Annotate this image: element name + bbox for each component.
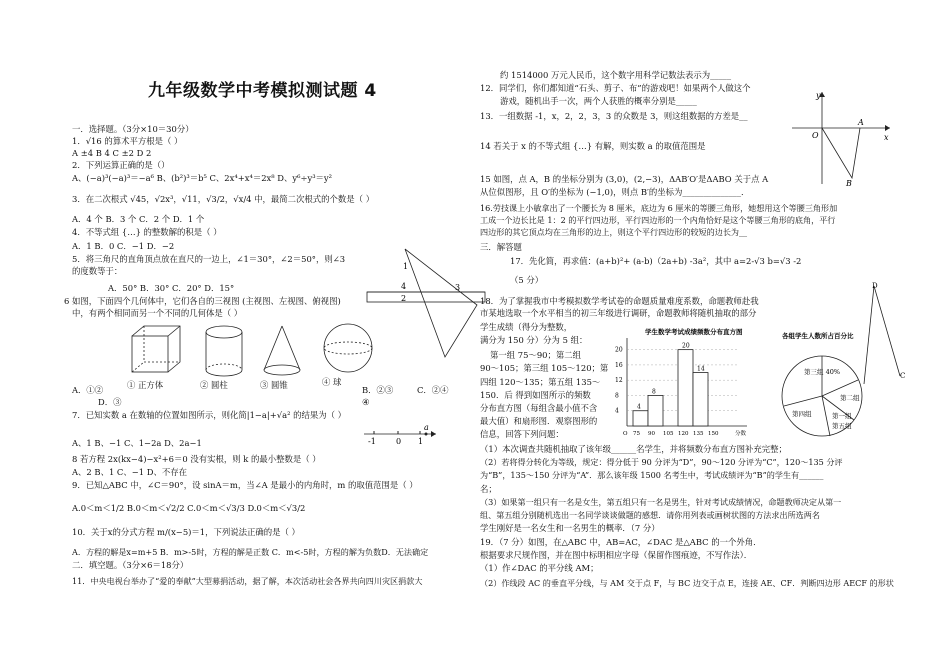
question-line: 第一组 75～90；第二组 [490,350,581,360]
solid-caption-cone: ③ 圆锥 [260,380,288,390]
bar-value-label: 20 [682,342,690,350]
tick-label: -1 [368,437,376,446]
question-line: 19．（7 分）如图，在△ABC 中，AB=AC，∠DAC 是△ABC 的一个外角． [480,537,762,547]
bar-value-label: 8 [652,388,656,396]
question-line: 90～105；第三组 105～120；第 [480,363,609,373]
angle-label: 1 [403,262,409,271]
question-line: 游戏，随机出手一次，两个人获胜的概率分别是_____ [500,96,697,106]
question-line: 的度数等于： [72,266,123,276]
question-line: 16.劳技课上小敏拿出了一个腰长为 8 厘米，底边为 6 厘米的等腰三角形，她想用这个等腰三角形加 [480,203,838,213]
answer-option-a: A．①② [72,385,104,395]
tick-label: 0 [396,437,402,446]
angle-label: 4 [401,282,407,291]
point-label: A [858,118,864,127]
bar-value-label: 14 [697,365,705,373]
y-tick-label: 20 [615,346,623,354]
pie-title: 各组学生人数所占百分比 [782,332,854,340]
histogram-chart [605,326,755,444]
question-line: 14 若关于 x 的不等式组 {…} 有解，则实数 a 的取值范围是 [480,141,706,151]
question-line: 12．同学们，你们都知道“石头、剪子、布”的游戏吧！如果两个人做这个 [480,83,751,93]
pie-label: 第二组 [840,394,860,402]
solids-figure [120,318,390,380]
y-tick-label: 4 [615,407,619,415]
pie-label: 第一组 [832,412,852,420]
section-heading: 三．解答题 [480,242,522,252]
x-tick-label: 150 [708,431,719,437]
point-label: a [424,423,429,432]
question-line: 9．已知△ABC 中，∠C＝90°，设 sinA＝m，当∠A 是最小的内角时，m 的取值范围是（ ） [72,480,418,490]
question-line: 分布直方图（每组含最小值不含 [480,403,598,413]
coordinate-figure [790,88,900,188]
answer-options: A．方程的解是x=m+5 B．m>-5时，方程的解是正数 C．m<-5时，方程的解为负数D．无法确定 [72,547,429,557]
section-heading: 二．填空题。（3分×6＝18分） [72,560,189,570]
question-line: 17．先化简，再求值：(a+b)²+ (a-b)（2a+b) -3a²，其中 a=2-√3 b=√3 -2 [510,256,802,266]
number-line-figure [360,422,440,446]
question-line: 四边形的其它顶点均在三角形的边上，则这个平行四边形的较短的边长为__ [480,227,748,237]
y-tick-label: 16 [615,361,623,369]
triangle [405,249,477,357]
answer-options: A．1 B．0 C．−1 D．−2 [72,241,175,251]
solid-caption-sphere: ④ 球 [322,377,342,387]
angle-label: 3 [455,283,461,292]
question-line: 8 若方程 2x(kx−4)−x²+6＝0 没有实根，则 k 的最小整数是（ ） [72,454,321,464]
axis-label: x [884,133,889,142]
histogram-bar [693,373,708,426]
chart-title: 学生数学考试成绩频数分布直方图 [645,328,743,336]
x-tick-label: O [623,431,628,437]
question-line: 5．将三角尺的直角顶点放在直尺的一边上，∠1＝30°，∠2＝50°，则∠3 [72,254,346,264]
triangle-abo [822,128,860,178]
question-line: 四组 120～135；第五组 135～ [480,377,601,387]
question-line: （5 分） [510,275,544,285]
question-line: 组、第五组分别随机选出一名同学谈谈做题的感想．请你用列表或画树状图的方法求出所选两名 [480,510,820,520]
x-tick-label: 120 [678,431,689,437]
y-tick-label: 12 [615,377,623,385]
question-line: 中，有两个相同而另一个不同的几何体是（ ） [72,308,243,318]
histogram-bar [633,411,648,426]
question-line: 15 如图，点 A，B 的坐标分别为 (3,0)，(2,−3)，ΔAB′O′是ΔABO 关于点 A [480,174,769,184]
triangle-figure-19 [860,280,940,390]
angle-label: 2 [401,294,407,303]
pie-label: 第三组 40% [804,368,841,376]
answer-options: A.0＜m＜1/2 B.0＜m＜√2/2 C.0＜m＜√3/3 D.0＜m＜√3/2 [72,503,306,513]
solid-caption-cube: ① 正方体 [127,380,164,390]
point-label: C [900,372,906,380]
question-line: 4．不等式组 {…} 的整数解的积是（ ） [72,227,222,237]
histogram-bar [648,395,663,426]
axis-label: y [816,91,821,100]
question-line: 学生成绩（得分为整数， [480,322,573,332]
answer-option-b: B．②③ [362,385,394,395]
question-line: （1）作∠DAC 的平分线 AM； [480,563,599,573]
bar-value-label: 4 [637,403,641,411]
answer-options: A．50° B．30° C．20° D．15° [108,283,235,293]
solid-caption-cylinder: ② 圆柱 [200,380,228,390]
question-line: 3．在二次根式 √45，√2x³，√11，√3/2，√x/4 中，最简二次根式的个数是（ ） [72,194,375,204]
y-tick-label: 8 [615,392,619,400]
question-line: 2．下列运算正确的是（） [72,160,170,170]
question-line: 学生刚好是一名女生和一名男生的概率．（7 分） [480,523,660,533]
question-line: 从位似图形，且 O′的坐标为 (−1,0)，则点 B′的坐标为______________． [480,187,750,197]
pie-label: 第四组 [792,410,812,418]
question-line: 约 1514000 万元人民币，这个数字用科学记数法表示为_____ [500,70,732,80]
x-tick-label: 75 [633,431,640,437]
question-line: 7．已知实数 a 在数轴的位置如图所示，则化简|1−a|+√a² 的结果为（ ） [72,410,347,420]
question-line: 11．中央电视台举办了“爱的奉献”大型募捐活动，据了解，本次活动社会各界共向四川灾区捐款大 [72,576,423,586]
cube-back [132,326,180,372]
cylinder-top [206,326,242,338]
answer-option-d: D．③ [98,397,122,407]
question-line: （2）若将得分转化为等级，规定：得分低于 90 分评为“D”，90～120 分评为“C”，120～135 分评 [480,457,843,467]
histogram-bar [678,350,693,426]
page-title: 九年级数学中考模拟测试题 4 [148,81,377,101]
x-tick-label: 105 [663,431,674,437]
question-line: 最大值）和扇形图．观察图形的 [480,416,598,426]
answer-options: A、1 B、−1 C、1−2a D、2a−1 [72,438,202,448]
question-line: 10．关于x的分式方程 m/(x−5)＝1，下列说法正确的是（ ） [72,527,300,537]
question-line: 为“B”，135～150 分评为“A”．那么该年级 1500 名考生中，考试成绩评为“B”的学生有______ [480,470,824,480]
question-line: 6 如图，下面四个几何体中，它们各自的三视图 (主视图、左视图、俯视图) [64,296,341,306]
point-label: B [846,179,852,188]
tick-label: 1 [418,437,424,446]
question-line: 工成一个边长比是 1：2 的平行四边形，平行四边形的一个内角恰好是这个等腰三角形的底角，平行 [480,215,836,225]
question-line: 满分为 150 分）分为 5 组： [480,335,588,345]
question-line: 18．为了掌握我市中考模拟数学考试卷的命题质量难度系数，命题教师赴我 [480,296,759,306]
question-line: 1．√16 的算术平方根是（ ） [72,136,183,146]
question-line: 150．后 得到如图所示的频数 [480,390,591,400]
set-square-figure [365,245,490,365]
answer-option-c: C．②④ [417,385,449,395]
question-line: （1）本次调查共随机抽取了该年级______名学生，并将频数分布直方图补充完整； [480,444,787,454]
x-tick-label: 135 [693,431,704,437]
question-line: 市某地选取一个水平相当的初三年级进行调研，命题教师将随机抽取的部分 [480,308,757,318]
pie-label: 第五组 [832,422,852,430]
x-tick-label: 分数 [735,431,747,437]
question-line: 根据要求尺规作图，并在图中标明相应字母（保留作图痕迹，不写作法）． [480,550,753,560]
cone-side [264,326,282,370]
question-line: 13．一组数据 -1，x，2，2，3，3 的众数是 3，则这组数据的方差是__ [480,111,748,121]
question-line: （3）如果第一组只有一名是女生，第五组只有一名是男生，针对考试成绩情况，命题教师决定从第一 [480,497,842,507]
section-heading: 一．选择题。（3分×10＝30分） [72,124,194,134]
point-label: D [872,282,878,290]
answer-options: A ±4 B 4 C ±2 D 2 [72,148,152,158]
x-tick-label: 90 [648,431,655,437]
answer-options: A、(−a)³(−a)³＝−a⁶ B、(b²)³＝b⁵ C、2x⁴+x⁴＝2x⁸ D、y⁶÷y³＝y² [72,173,333,183]
question-line: （2）作线段 AC 的垂直平分线，与 AM 交于点 F，与 BC 边交于点 E，连接 AE、CF．判断四边形 AECF 的形状 [480,578,894,588]
answer-options: A、2 B、1 C、−1 D、不存在 [72,467,187,477]
question-line: 名； [480,484,497,494]
cube-front [132,336,168,372]
point-label: O [812,131,819,140]
question-line: 信息，回答下列问题： [480,429,564,439]
answer-options: A．4 个 B．3 个 C．2 个 D．1 个 [72,214,205,224]
answer-option-tail: ④ [362,397,370,407]
